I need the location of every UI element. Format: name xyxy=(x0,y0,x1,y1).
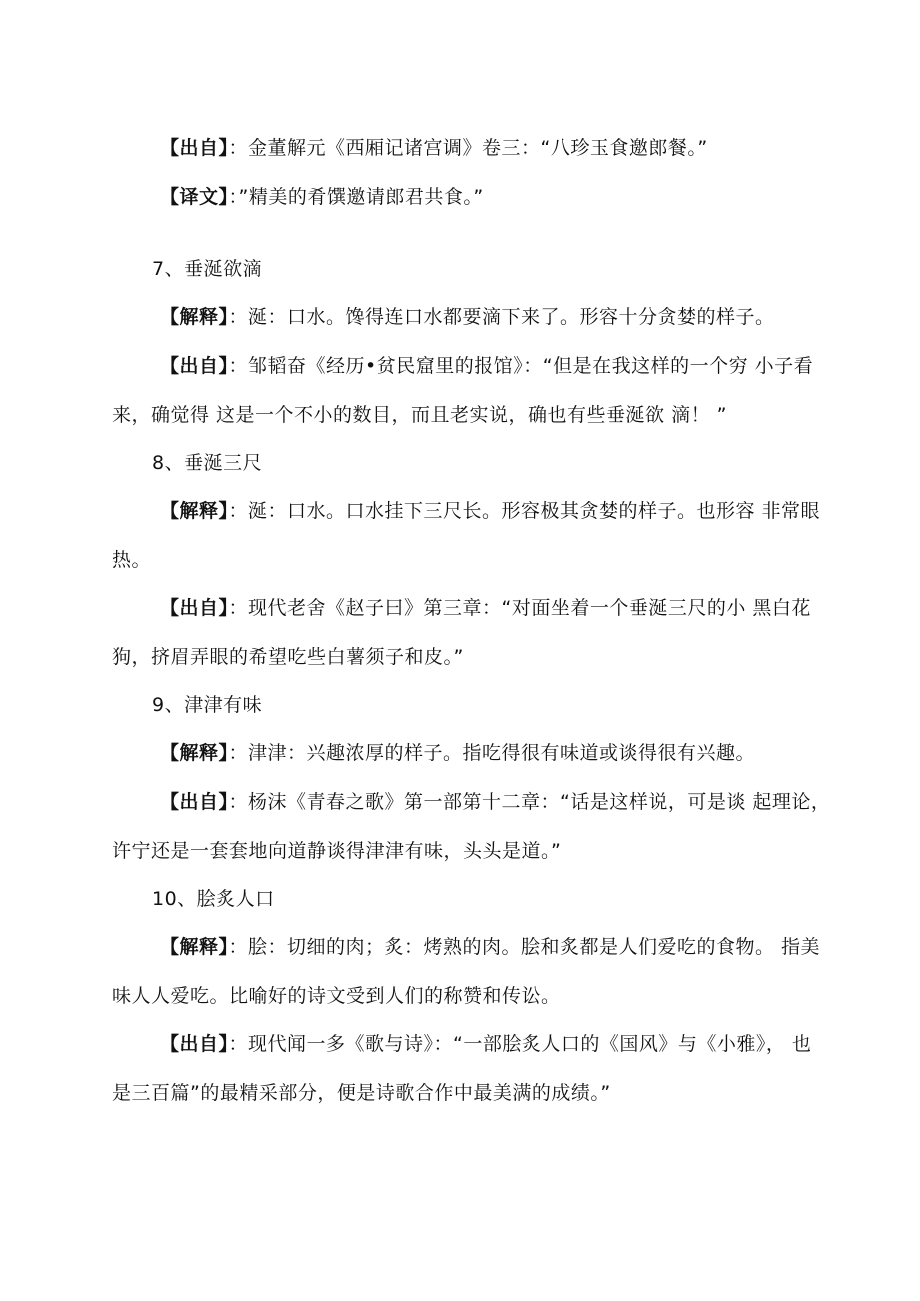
explain-text: ：脍：切细的肉；炙：烤熟的肉。脍和炙都是人们爱吃的食物。 指美 xyxy=(228,936,821,958)
source-tag: 【出自】 xyxy=(160,597,229,619)
explain-text: ：涎：口水。口水挂下三尺长。形容极其贪婪的样子。也形容 非常眼 xyxy=(228,500,821,522)
explain-line xyxy=(160,305,775,329)
source-continuation: 来，确觉得 这是一个不小的数目，而且老实说，确也有些垂涎欲 滴！ ” xyxy=(112,404,727,426)
source-tag: 【出自】 xyxy=(160,137,229,159)
source-continuation: 是三百篇”的最精采部分，便是诗歌合作中最美满的成绩。” xyxy=(112,1082,611,1104)
explain-line xyxy=(160,741,755,765)
source-line xyxy=(160,790,830,814)
source-line xyxy=(160,1032,811,1056)
source-text: ：现代闻一多《歌与诗》：“一部脍炙人口的《国风》与《小雅》， 也 xyxy=(228,1033,812,1055)
source-line xyxy=(160,354,813,378)
explain-text: ：涎：口水。馋得连口水都要滴下来了。形容十分贪婪的样子。 xyxy=(228,306,775,328)
source-text: ：杨沫《青春之歌》第一部第十二章：“话是这样说，可是谈 起理论， xyxy=(228,791,831,813)
explain-text: ：津津：兴趣浓厚的样子。指吃得很有味道或谈得很有兴趣。 xyxy=(228,742,756,764)
source-text: ：邹韬奋《经历•贫民窟里的报馆》：“但是在我这样的一个穷 小子看 xyxy=(228,355,814,377)
explain-continuation: 热。 xyxy=(112,549,152,571)
source-tag: 【出自】 xyxy=(160,1033,229,1055)
explain-tag: 【解释】 xyxy=(160,742,229,764)
explain-line xyxy=(160,935,820,959)
translation-text: ：”精美的肴馔邀请郎君共食。” xyxy=(228,186,484,208)
source-text: ：金董解元《西厢记诸宫调》卷三：“八珍玉食邀郎餐。” xyxy=(228,137,708,159)
explain-tag: 【解释】 xyxy=(160,936,229,958)
explain-line xyxy=(160,499,820,523)
entry-heading: 9、津津有味 xyxy=(152,694,263,716)
explain-tag: 【解释】 xyxy=(160,500,229,522)
source-continuation: 许宁还是一套套地向道静谈得津津有味，头头是道。” xyxy=(112,840,562,862)
source-tag: 【出自】 xyxy=(160,791,229,813)
source-tag: 【出自】 xyxy=(160,355,229,377)
source-text: ：现代老舍《赵子曰》第三章：“对面坐着一个垂涎三尺的小 黑白花 xyxy=(228,597,811,619)
entry-heading: 7、垂涎欲滴 xyxy=(152,258,263,280)
source-line xyxy=(160,136,708,160)
explain-tag: 【解释】 xyxy=(160,306,229,328)
entry-heading: 10、脍炙人口 xyxy=(152,888,275,910)
source-line xyxy=(160,596,811,620)
source-continuation: 狗，挤眉弄眼的希望吃些白薯须子和皮。” xyxy=(112,646,464,668)
explain-continuation: 味人人爱吃。比喻好的诗文受到人们的称赞和传讼。 xyxy=(112,985,561,1007)
entry-heading: 8、垂涎三尺 xyxy=(152,452,263,474)
translation-line xyxy=(160,185,484,209)
translation-tag: 【译文】 xyxy=(160,186,229,208)
